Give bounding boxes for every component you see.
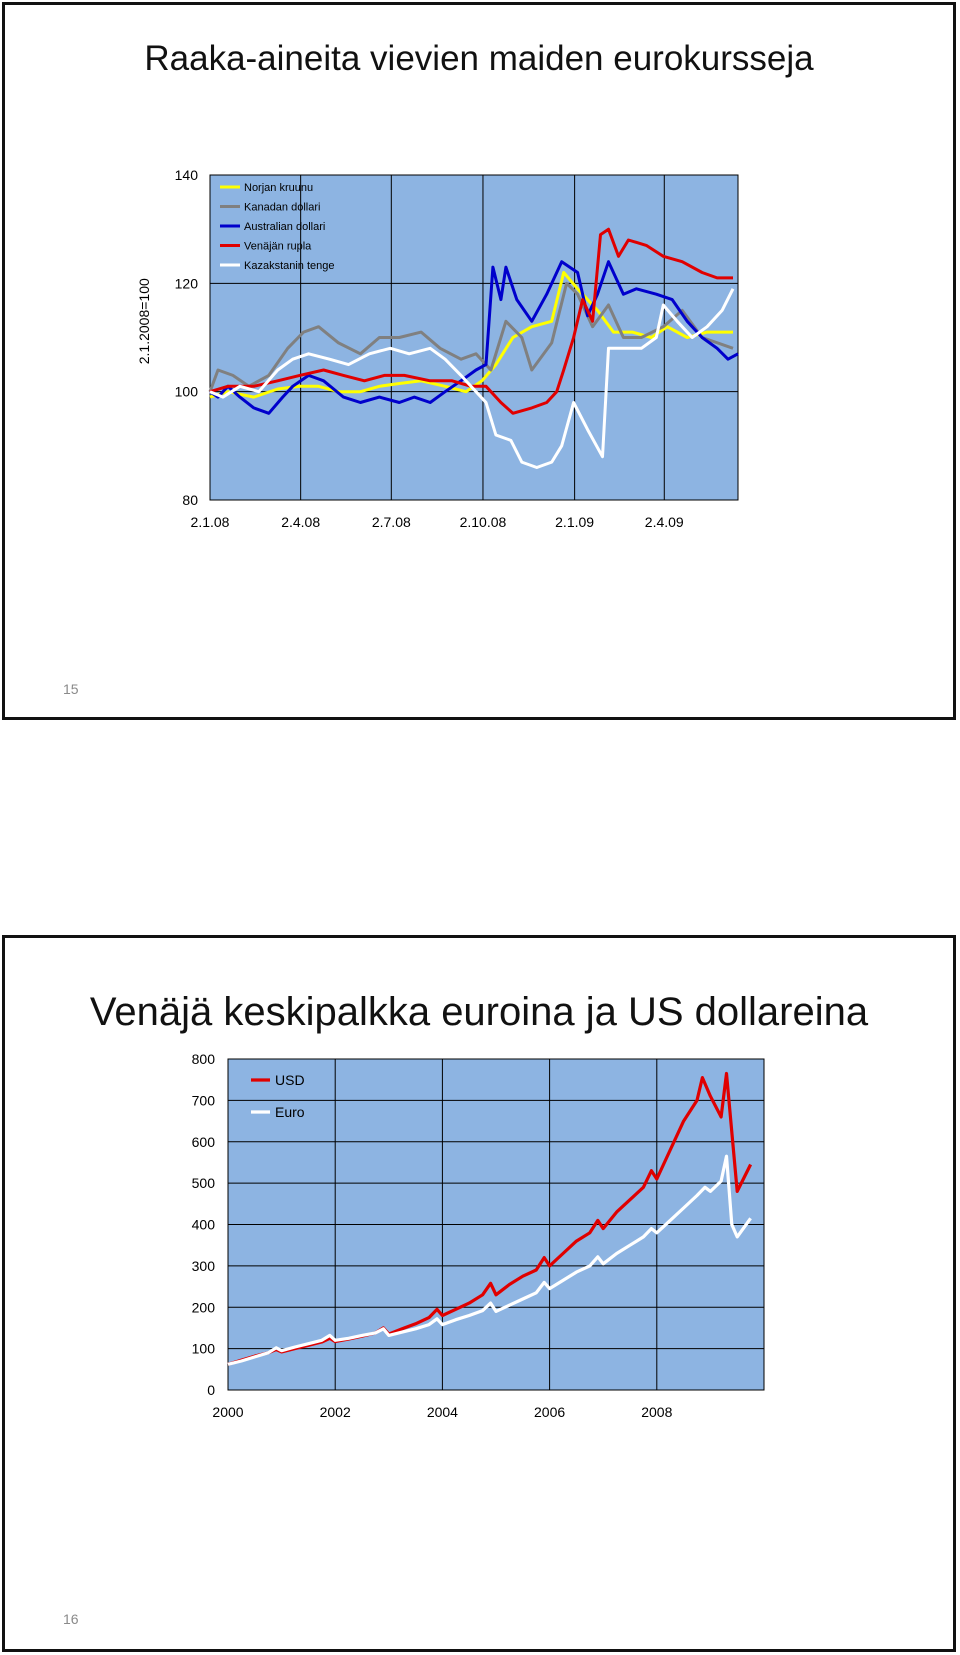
salary-chart (5, 938, 959, 1655)
x-tick-label: 2.7.08 (371, 514, 411, 530)
slide-number: 15 (63, 681, 79, 697)
legend-label: Euro (275, 1104, 305, 1120)
y-tick-label: 120 (174, 275, 198, 292)
y-tick-label: 600 (191, 1133, 215, 1150)
legend-label: Kanadan dollari (244, 201, 321, 214)
slide-16 (2, 935, 956, 1652)
exchange-rate-chart (5, 5, 959, 723)
legend-label: Venäjän rupla (244, 240, 312, 253)
y-tick-label: 300 (191, 1257, 215, 1274)
legend-label: Australian dollari (244, 221, 326, 233)
legend-label: USD (275, 1072, 305, 1088)
x-tick-label: 2008 (641, 1404, 673, 1420)
x-tick-label: 2002 (319, 1404, 351, 1420)
slide-title: Raaka-aineita vievien maiden eurokursseja (144, 39, 814, 78)
slide-15 (2, 2, 956, 720)
x-tick-label: 2.1.09 (555, 514, 595, 530)
y-tick-label: 80 (182, 492, 198, 508)
y-tick-label: 700 (191, 1092, 215, 1109)
x-tick-label: 2000 (212, 1404, 244, 1420)
legend-label: Norjan kruunu (244, 182, 314, 194)
legend-label: Kazakstanin tenge (244, 260, 335, 272)
slide-title: Venäjä keskipalkka euroina ja US dollareina (89, 990, 869, 1034)
y-tick-label: 0 (207, 1382, 215, 1398)
x-tick-label: 2.10.08 (459, 514, 507, 530)
y-tick-label: 400 (191, 1216, 215, 1233)
y-tick-label: 100 (191, 1340, 215, 1357)
slide-number: 16 (63, 1611, 79, 1627)
y-tick-label: 500 (191, 1175, 215, 1192)
y-tick-label: 100 (174, 383, 198, 400)
y-axis-label: 2.1.2008=100 (136, 278, 152, 365)
y-tick-label: 800 (191, 1051, 215, 1067)
x-tick-label: 2004 (426, 1404, 458, 1420)
x-tick-label: 2006 (534, 1404, 566, 1420)
y-tick-label: 140 (174, 167, 198, 183)
y-tick-label: 200 (191, 1299, 215, 1316)
x-tick-label: 2.4.08 (281, 514, 321, 530)
x-tick-label: 2.1.08 (190, 514, 230, 530)
x-tick-label: 2.4.09 (644, 514, 684, 530)
